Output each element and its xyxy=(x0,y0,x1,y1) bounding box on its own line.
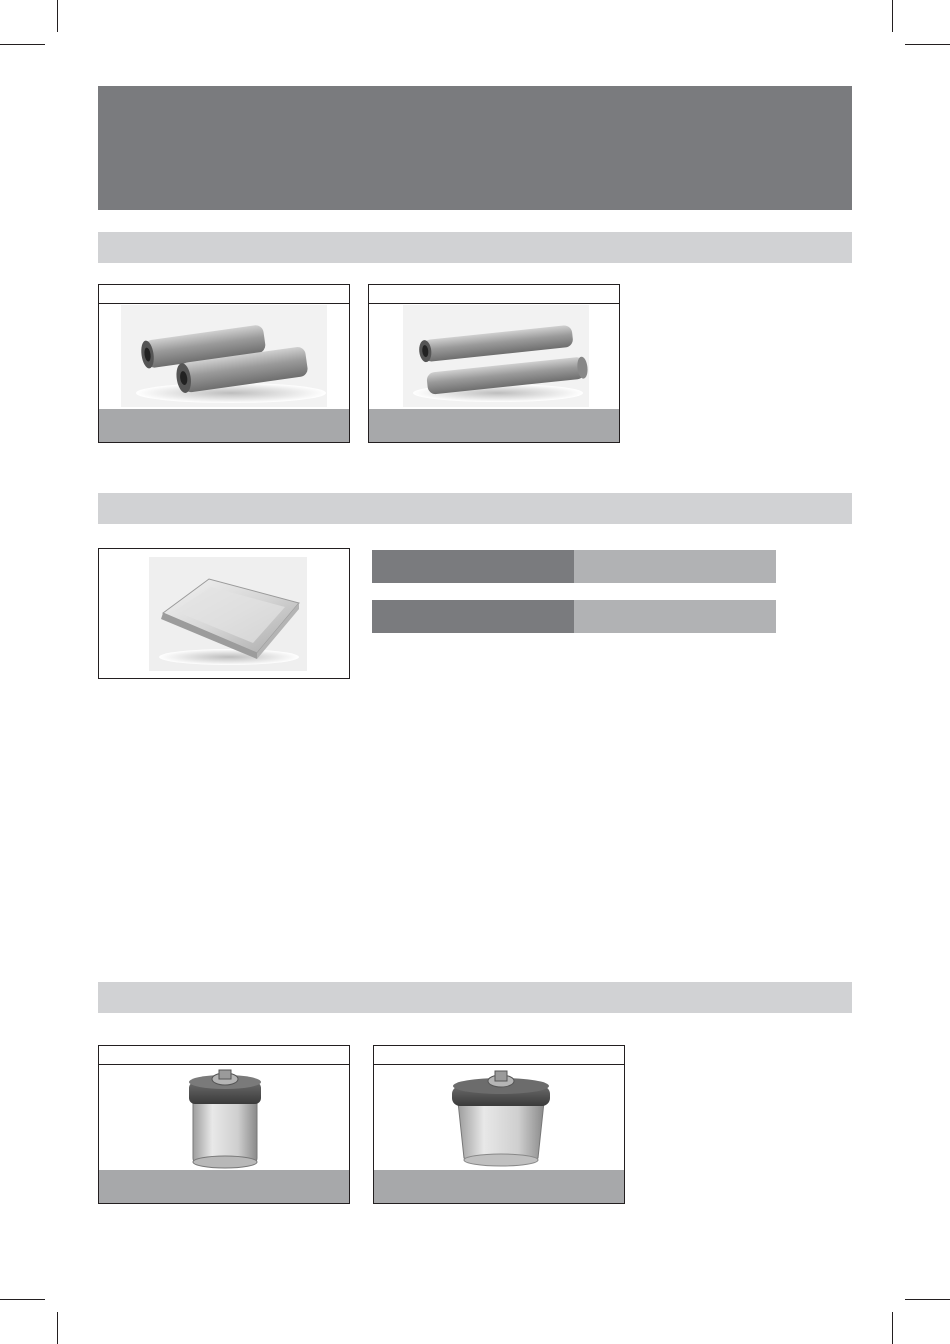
card-footer xyxy=(99,409,349,442)
crop-mark xyxy=(57,1312,58,1344)
crop-mark xyxy=(892,0,893,32)
wide-vacuum-canister-icon xyxy=(446,1068,556,1170)
crop-mark xyxy=(892,1312,893,1344)
section-bar-film-rolls xyxy=(98,232,852,263)
crop-mark xyxy=(0,44,45,45)
section-bar-vacuum-bags xyxy=(98,493,852,524)
vacuum-bag-stack-icon xyxy=(149,557,307,671)
product-card-bags xyxy=(98,548,350,679)
product-card-rolls-2 xyxy=(368,284,620,443)
two-long-film-rolls-icon xyxy=(403,305,589,407)
product-card-canister-1 xyxy=(98,1045,350,1204)
card-caption xyxy=(374,1046,624,1065)
card-footer xyxy=(374,1170,624,1203)
crop-mark xyxy=(905,1299,950,1300)
section-bar-canisters xyxy=(98,982,852,1013)
card-caption xyxy=(99,285,349,304)
card-caption xyxy=(369,285,619,304)
header-band xyxy=(98,86,852,210)
spec-label xyxy=(372,550,574,583)
crop-mark xyxy=(905,44,950,45)
product-card-rolls-1 xyxy=(98,284,350,443)
card-caption xyxy=(99,1046,349,1065)
product-card-canister-2 xyxy=(373,1045,625,1204)
tall-vacuum-canister-icon xyxy=(179,1068,271,1170)
crop-mark xyxy=(0,1299,45,1300)
card-footer xyxy=(99,1170,349,1203)
spec-label xyxy=(372,600,574,633)
spec-value xyxy=(574,600,776,633)
card-footer xyxy=(369,409,619,442)
two-film-rolls-icon xyxy=(121,305,327,407)
spec-value xyxy=(574,550,776,583)
crop-mark xyxy=(57,0,58,32)
